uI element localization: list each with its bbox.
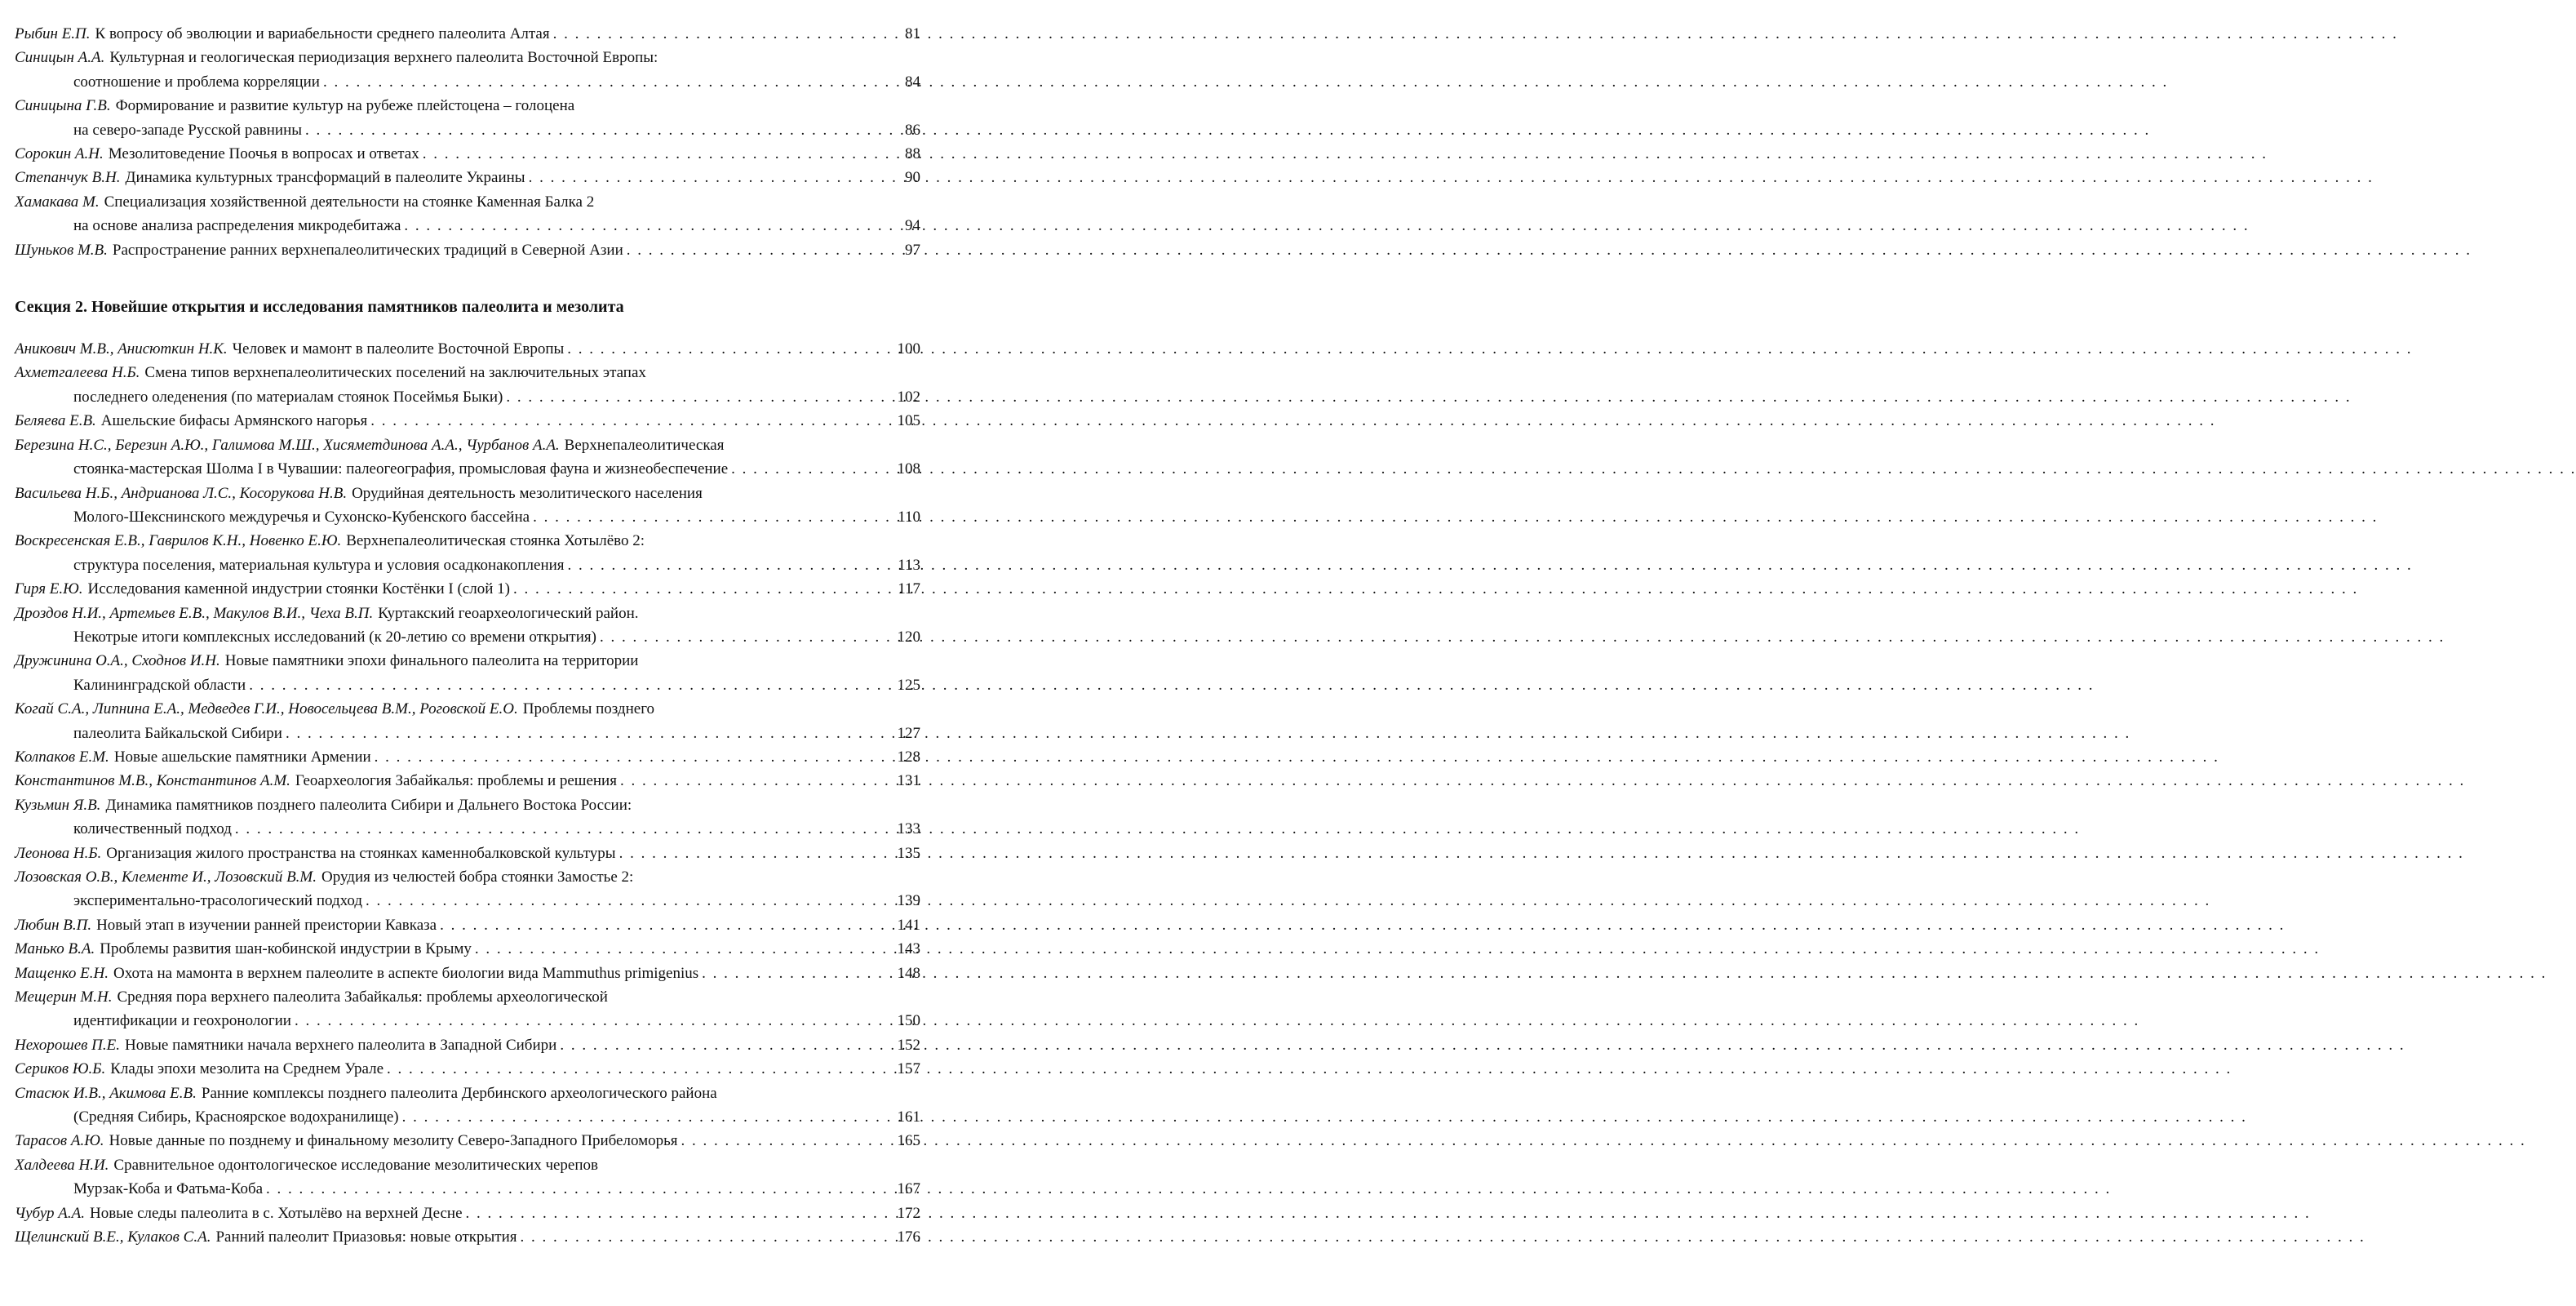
toc-entry-authors: Леонова Н.Б. (15, 844, 102, 862)
toc-entry-title: Новый этап в изучении ранней преистории Кавказа (96, 916, 437, 934)
toc-entry-line-1 (15, 937, 920, 961)
toc-entry (15, 962, 920, 985)
toc-entry-line-1 (15, 166, 920, 189)
toc-entry-line-1 (15, 865, 920, 889)
toc-entry-line-1 (15, 745, 920, 769)
toc-entry-line-2 (15, 625, 920, 649)
toc-entry-authors: Константинов М.В., Константинов А.М. (15, 772, 290, 790)
dot-leader (295, 1009, 888, 1033)
dot-leader (387, 1057, 888, 1081)
dot-leader (533, 505, 888, 529)
toc-entry-title: Динамика культурных трансформаций в палеолите Украины (125, 169, 525, 187)
toc-entry (15, 337, 920, 361)
dot-leader (506, 385, 888, 409)
dot-leader (286, 722, 888, 745)
toc-entry-page-number: 117 (898, 580, 920, 598)
toc-entry-page-number: 165 (897, 1132, 920, 1150)
dot-leader (466, 1202, 888, 1225)
section-2-entry-list (15, 337, 920, 1249)
toc-entry-page-number: 102 (897, 388, 920, 406)
dot-leader (619, 842, 888, 865)
toc-entry-title: Сравнительное одонтологическое исследование мезолитических черепов (113, 1156, 599, 1174)
toc-entry-authors: Синицын А.А. (15, 49, 105, 67)
toc-entry-authors: Ахметгалеева Н.Б. (15, 364, 140, 382)
toc-entry (15, 1202, 920, 1225)
toc-entry-authors: Мащенко Е.Н. (15, 964, 109, 982)
toc-entry (15, 409, 920, 433)
toc-entry-page-number: 84 (905, 73, 920, 91)
toc-entry-title-continued: количественный подход (73, 820, 232, 838)
dot-leader (370, 409, 888, 433)
toc-entry (15, 1129, 920, 1153)
dot-leader (440, 913, 888, 937)
toc-entry-page-number: 135 (897, 844, 920, 862)
toc-entry-line-2 (15, 817, 920, 841)
toc-entry-page-number: 133 (897, 820, 920, 838)
toc-entry-page-number: 141 (897, 916, 920, 934)
toc-entry-line-1 (15, 22, 920, 46)
toc-entry-authors: Беляева Е.В. (15, 412, 96, 430)
dot-leader (567, 337, 888, 361)
toc-entry-authors: Щелинский В.Е., Кулаков С.А. (15, 1228, 211, 1246)
dot-leader (600, 625, 888, 649)
toc-entry-title-continued: структура поселения, материальная культура и условия осадконакопления (73, 556, 565, 574)
toc-entry-line-2 (15, 70, 920, 94)
toc-entry-authors: Тарасов А.Ю. (15, 1132, 104, 1150)
toc-entry-page-number: 125 (897, 676, 920, 694)
dot-leader (404, 214, 888, 238)
toc-entry-line-2 (15, 214, 920, 238)
toc-entry-title: Проблемы развития шан-кобинской индустрии в Крыму (100, 940, 472, 958)
toc-entry (15, 649, 920, 697)
toc-entry-page-number: 127 (897, 724, 920, 742)
toc-entry-line-1 (15, 1153, 920, 1177)
toc-entry-authors: Халдеева Н.И. (15, 1156, 109, 1174)
toc-entry-page-number: 148 (897, 964, 920, 982)
toc-entry-authors: Манько В.А. (15, 940, 95, 958)
toc-entry (15, 793, 920, 842)
toc-entry-title-continued: последнего оледенения (по материалам стоянок Посеймья Быки) (73, 388, 503, 406)
toc-entry-page-number: 157 (897, 1060, 920, 1078)
toc-entry-page-number: 176 (897, 1228, 920, 1246)
toc-entry-title: Орудия из челюстей бобра стоянки Замостье 2: (321, 868, 634, 886)
dot-leader (513, 577, 888, 601)
toc-entry-title: Специализация хозяйственной деятельности на стоянке Каменная Балка 2 (104, 193, 595, 211)
toc-entry-line-2 (15, 505, 920, 529)
toc-entry-line-2 (15, 553, 920, 577)
dot-leader (475, 937, 888, 961)
toc-entry-line-1 (15, 142, 920, 166)
toc-entry (15, 913, 920, 937)
toc-entry-line-1 (15, 337, 920, 361)
toc-entry-line-2 (15, 673, 920, 697)
toc-entry-line-1 (15, 361, 920, 384)
toc-entry-title: Новые следы палеолита в с. Хотылёво на верхней Десне (89, 1204, 463, 1222)
toc-entry-line-1 (15, 482, 920, 505)
dot-leader (529, 166, 888, 189)
toc-entry-title-continued: соотношение и проблема корреляции (73, 73, 320, 91)
toc-entry-authors: Аникович М.В., Анисюткин Н.К. (15, 340, 228, 358)
toc-entry-line-1 (15, 962, 920, 985)
toc-entry-authors: Нехорошев П.Е. (15, 1036, 120, 1054)
toc-entry-line-2 (15, 1105, 920, 1129)
toc-entry-line-1 (15, 985, 920, 1009)
toc-entry-line-1 (15, 697, 920, 721)
toc-entry-title: Мезолитоведение Поочья в вопросах и ответах (108, 145, 419, 163)
toc-entry (15, 577, 920, 601)
toc-entry-authors: Васильева Н.Б., Андрианова Л.С., Косорукова Н.В. (15, 484, 348, 502)
toc-entry (15, 937, 920, 961)
dot-leader (620, 769, 888, 793)
toc-entry (15, 697, 920, 745)
toc-entry-page-number: 81 (905, 25, 920, 42)
dot-leader (681, 1129, 888, 1153)
toc-entry-authors: Колпаков Е.М. (15, 748, 109, 766)
toc-entry-line-1 (15, 793, 920, 817)
toc-entry-line-1 (15, 649, 920, 673)
toc-entry-page-number: 100 (897, 340, 920, 358)
toc-entry-title: Охота на мамонта в верхнем палеолите в аспекте биологии вида Mammuthus primigenius (113, 964, 699, 982)
toc-entry-authors: Стасюк И.В., Акимова Е.В. (15, 1084, 197, 1102)
toc-entry-page-number: 143 (897, 940, 920, 958)
toc-entry-authors: Степанчук В.Н. (15, 169, 121, 187)
toc-entry-authors: Дружинина О.А., Сходнов И.Н. (15, 652, 220, 670)
section-1-entry-list (15, 22, 920, 262)
dot-leader (366, 889, 888, 913)
toc-entry-title: Средняя пора верхнего палеолита Забайкалья: проблемы археологической (117, 988, 608, 1006)
toc-entry-line-2 (15, 385, 920, 409)
toc-entry-page-number: 88 (905, 145, 920, 163)
toc-entry-page-number: 90 (905, 169, 920, 187)
toc-entry-authors: Когай С.А., Липнина Е.А., Медведев Г.И., Новосельцева В.М., Роговской Е.О. (15, 700, 518, 718)
toc-entry-line-1 (15, 409, 920, 433)
toc-entry (15, 94, 920, 142)
section-spacer (15, 262, 920, 295)
toc-entry-line-1 (15, 842, 920, 865)
toc-entry-line-2 (15, 457, 920, 481)
toc-entry-line-2 (15, 118, 920, 142)
toc-entry-title: Ашельские бифасы Армянского нагорья (100, 412, 368, 430)
toc-entry-authors: Воскресенская Е.В., Гаврилов К.Н., Новенко Е.Ю. (15, 532, 342, 550)
toc-entry-title: К вопросу об эволюции и вариабельности среднего палеолита Алтая (95, 25, 550, 42)
toc-entry-title-continued: Некотрые итоги комплексных исследований (к 20-летию со времени открытия) (73, 628, 596, 646)
toc-entry (15, 1153, 920, 1202)
toc-entry-title: Новые памятники эпохи финального палеолита на территории (224, 652, 639, 670)
toc-entry (15, 190, 920, 238)
toc-entry-title: Новые памятники начала верхнего палеолита в Западной Сибири (124, 1036, 557, 1054)
toc-entry-page-number: 113 (898, 556, 920, 574)
toc-entry (15, 166, 920, 189)
dot-leader (266, 1177, 888, 1201)
toc-entry (15, 1057, 920, 1081)
toc-entry (15, 1225, 920, 1249)
toc-entry-page-number: 167 (897, 1180, 920, 1198)
toc-entry-line-2 (15, 889, 920, 913)
toc-entry-title-continued: идентификации и геохронологии (73, 1012, 291, 1030)
toc-entry-line-1 (15, 602, 920, 625)
toc-entry-page-number: 86 (905, 121, 920, 139)
toc-entry-line-1 (15, 46, 920, 69)
toc-entry-authors: Сорокин А.Н. (15, 145, 104, 163)
toc-entry-authors: Березина Н.С., Березин А.Ю., Галимова М.Ш., Хисяметдинова А.А., Чурбанов А.А. (15, 436, 560, 454)
toc-entry-page-number: 139 (897, 892, 920, 910)
toc-entry-line-1 (15, 577, 920, 601)
toc-entry-title: Новые данные по позднему и финальному мезолиту Северо-Западного Прибеломорья (109, 1132, 678, 1150)
toc-entry-title: Проблемы позднего (522, 700, 655, 718)
toc-entry-title: Культурная и геологическая периодизация верхнего палеолита Восточной Европы: (109, 49, 658, 67)
toc-entry-page-number: 94 (905, 217, 920, 235)
toc-entry-page-number: 150 (897, 1012, 920, 1030)
dot-leader (520, 1225, 888, 1249)
toc-entry-line-2 (15, 1009, 920, 1033)
toc-entry (15, 865, 920, 913)
toc-entry-page-number: 128 (897, 748, 920, 766)
toc-entry (15, 602, 920, 650)
toc-entry-line-1 (15, 94, 920, 118)
toc-entry-page-number: 172 (897, 1204, 920, 1222)
toc-entry-authors: Сериков Ю.Б. (15, 1060, 106, 1078)
toc-entry-title: Геоархеология Забайкалья: проблемы и решения (295, 772, 617, 790)
dot-leader (560, 1033, 888, 1057)
toc-entry-title: Куртакский геоархеологический район. (378, 604, 639, 622)
toc-entry-title: Организация жилого пространства на стоянках каменнобалковской культуры (106, 844, 616, 862)
toc-entry-title: Верхнепалеолитическая стоянка Хотылёво 2: (346, 532, 645, 550)
toc-entry (15, 433, 920, 482)
toc-entry-line-1 (15, 1082, 920, 1105)
toc-entry-authors: Любин В.П. (15, 916, 92, 934)
table-of-contents (15, 22, 920, 1250)
toc-entry (15, 46, 920, 94)
toc-entry-authors: Рыбин Е.П. (15, 25, 91, 42)
dot-leader (375, 745, 888, 769)
toc-entry-line-1 (15, 1033, 920, 1057)
section-2-title: Секция 2. Новейшие открытия и исследования памятников палеолита и мезолита (15, 298, 624, 317)
toc-entry (15, 361, 920, 409)
toc-entry-title: Верхнепалеолитическая (564, 436, 725, 454)
toc-entry (15, 1082, 920, 1130)
toc-entry-line-1 (15, 1202, 920, 1225)
toc-entry (15, 842, 920, 865)
dot-leader (402, 1105, 888, 1129)
toc-entry-line-1 (15, 769, 920, 793)
toc-entry (15, 985, 920, 1033)
dot-leader (731, 457, 888, 481)
toc-entry-title-continued: Молого-Шекснинского междуречья и Сухонско-Кубенского бассейна (73, 508, 530, 526)
dot-leader (423, 142, 888, 166)
toc-entry-line-1 (15, 190, 920, 214)
toc-entry-title: Ранний палеолит Приазовья: новые открытия (215, 1228, 517, 1246)
dot-leader (235, 817, 888, 841)
toc-entry-page-number: 108 (897, 460, 920, 478)
toc-entry-line-1 (15, 1057, 920, 1081)
toc-entry-line-1 (15, 238, 920, 262)
toc-entry-title: Исследования каменной индустрии стоянки Костёнки I (слой 1) (87, 580, 510, 598)
toc-entry (15, 238, 920, 262)
dot-leader (323, 70, 888, 94)
toc-entry-title: Клады эпохи мезолита на Среднем Урале (110, 1060, 384, 1078)
toc-entry-line-1 (15, 529, 920, 553)
toc-entry-authors: Гиря Е.Ю. (15, 580, 83, 598)
toc-entry-page-number: 161 (897, 1108, 920, 1126)
dot-leader (568, 553, 888, 577)
toc-entry (15, 482, 920, 530)
toc-entry (15, 142, 920, 166)
toc-entry-authors: Мещерин М.Н. (15, 988, 113, 1006)
toc-entry-line-1 (15, 1225, 920, 1249)
toc-entry-title: Смена типов верхнепалеолитических поселений на заключительных этапах (144, 364, 646, 382)
toc-entry-title-continued: Мурзак-Коба и Фатьма-Коба (73, 1180, 264, 1198)
toc-entry-authors: Чубур А.А. (15, 1204, 85, 1222)
toc-entry-page-number: 120 (897, 628, 920, 646)
toc-entry-title-continued: палеолита Байкальской Сибири (73, 724, 282, 742)
dot-leader (702, 962, 888, 985)
toc-entry-line-1 (15, 913, 920, 937)
toc-entry (15, 769, 920, 793)
toc-entry-title: Ранние комплексы позднего палеолита Дербинского археологического района (201, 1084, 717, 1102)
toc-entry-page-number: 152 (897, 1036, 920, 1054)
toc-entry-title: Человек и мамонт в палеолите Восточной Европы (232, 340, 565, 358)
toc-entry-authors: Лозовская О.В., Клементе И., Лозовский В.М. (15, 868, 317, 886)
toc-entry (15, 22, 920, 46)
toc-entry (15, 529, 920, 577)
toc-entry (15, 1033, 920, 1057)
toc-entry-authors: Шуньков М.В. (15, 241, 108, 259)
toc-entry-page-number: 131 (897, 772, 920, 790)
toc-entry-title: Формирование и развитие культур на рубеже плейстоцена – голоцена (115, 97, 575, 115)
toc-entry-page-number: 97 (905, 241, 920, 259)
toc-entry-page-number: 105 (897, 412, 920, 430)
toc-entry-title-continued: экспериментально-трасологический подход (73, 892, 363, 910)
toc-entry-title-continued: стоянка-мастерская Шолма I в Чувашии: палеогеография, промысловая фауна и жизнеобеспечение (73, 460, 729, 478)
toc-entry-line-1 (15, 1129, 920, 1153)
dot-leader (249, 673, 888, 697)
toc-entry-authors: Кузьмин Я.В. (15, 796, 101, 814)
toc-entry-line-2 (15, 1177, 920, 1201)
toc-entry (15, 745, 920, 769)
dot-leader (627, 238, 888, 262)
toc-entry-title-continued: на основе анализа распределения микродебитажа (73, 217, 401, 235)
toc-entry-line-2 (15, 722, 920, 745)
toc-entry-page-number: 110 (898, 508, 920, 526)
toc-entry-title-continued: на северо-западе Русской равнины (73, 121, 302, 139)
toc-entry-title-continued: Калининградской области (73, 676, 246, 694)
toc-entry-line-1 (15, 433, 920, 457)
toc-entry-title: Динамика памятников позднего палеолита Сибири и Дальнего Востока России: (105, 796, 632, 814)
section-spacer (15, 319, 920, 337)
toc-entry-title: Распространение ранних верхнепалеолитических традиций в Северной Азии (112, 241, 623, 259)
toc-entry-title-continued: (Средняя Сибирь, Красноярское водохранилище) (73, 1108, 399, 1126)
dot-leader (553, 22, 888, 46)
toc-entry-authors: Синицына Г.В. (15, 97, 111, 115)
toc-entry-title: Новые ашельские памятники Армении (113, 748, 371, 766)
toc-entry-authors: Дроздов Н.И., Артемьев Е.В., Макулов В.И., Чеха В.П. (15, 604, 374, 622)
dot-leader (305, 118, 888, 142)
toc-entry-title: Орудийная деятельность мезолитического населения (352, 484, 703, 502)
toc-entry-authors: Хамакава М. (15, 193, 100, 211)
